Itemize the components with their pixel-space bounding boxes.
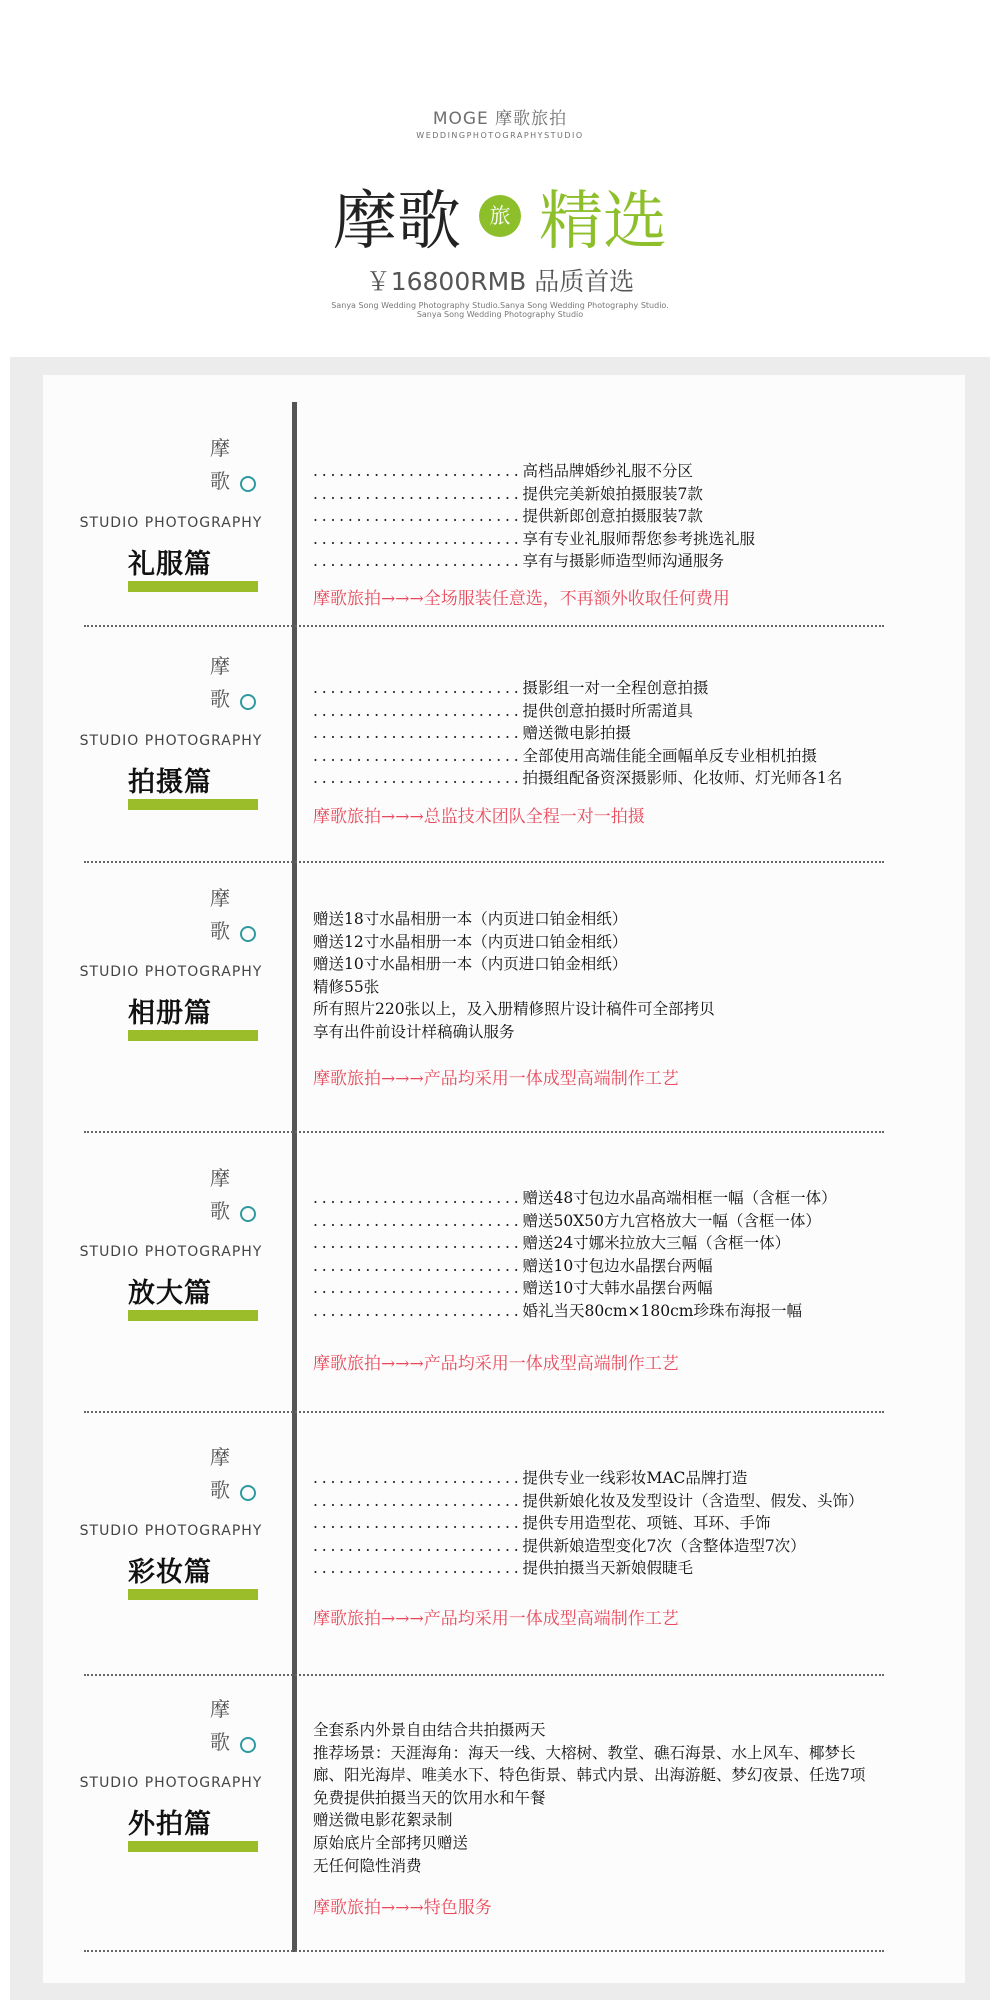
list-item xyxy=(313,1535,863,1558)
item-text: 赠送50X50方九宫格放大一幅（含框一体） xyxy=(522,1211,821,1230)
leader-dots: ........................ xyxy=(313,1514,523,1533)
leader-dots: ........................ xyxy=(313,1189,523,1207)
leader-dots: ........................ xyxy=(313,1469,523,1487)
section-mo: 摩 xyxy=(210,1445,230,1469)
tagline-line-2: Sanya Song Wedding Photography Studio xyxy=(416,310,584,319)
ring-icon xyxy=(240,1206,256,1222)
ring-icon xyxy=(240,476,256,492)
section-ge: 歌 xyxy=(210,687,230,711)
section-items xyxy=(313,1467,863,1580)
list-item xyxy=(313,1300,837,1323)
section-english-label: STUDIO PHOTOGRAPHY xyxy=(79,1523,263,1539)
leader-dots: ........................ xyxy=(313,679,523,697)
leader-dots: ........................ xyxy=(313,1279,523,1298)
section-divider xyxy=(84,1411,884,1413)
item-text: 提供创意拍摄时所需道具 xyxy=(522,701,693,720)
list-item xyxy=(313,505,755,528)
list-item xyxy=(313,1255,837,1278)
leader-dots: ........................ xyxy=(313,507,523,526)
section-accent-bar xyxy=(128,1310,258,1321)
section-title: 彩妆篇 xyxy=(128,1557,212,1588)
item-text: 高档品牌婚纱礼服不分区 xyxy=(522,462,693,480)
list-item xyxy=(313,1210,837,1233)
list-item xyxy=(313,550,755,573)
list-item: 赠送微电影花絮录制 xyxy=(313,1811,453,1830)
section-divider xyxy=(84,625,884,627)
item-text: 提供完美新娘拍摄服装7款 xyxy=(522,484,703,503)
section-items xyxy=(313,908,715,1044)
list-item xyxy=(313,677,842,700)
section-title: 拍摄篇 xyxy=(128,767,212,798)
list-item xyxy=(313,483,755,506)
section-english-label: STUDIO PHOTOGRAPHY xyxy=(79,1775,263,1791)
section-highlight: 摩歌旅拍→→→产品均采用一体成型高端制作工艺 xyxy=(313,1609,679,1629)
section-items xyxy=(313,677,842,790)
section-highlight: 摩歌旅拍→→→全场服装任意选，不再额外收取任何费用 xyxy=(313,589,730,609)
item-text: 提供新郎创意拍摄服装7款 xyxy=(522,507,703,526)
list-item: 享有出件前设计样稿确认服务 xyxy=(313,1022,515,1041)
list-item xyxy=(313,1512,863,1535)
list-item xyxy=(313,528,755,551)
ring-icon xyxy=(240,1485,256,1501)
leader-dots: ........................ xyxy=(313,1234,523,1253)
item-text: 赠送10寸包边水晶摆台两幅 xyxy=(522,1256,713,1275)
item-text: 享有专业礼服师帮您参考挑选礼服 xyxy=(522,529,755,548)
list-item: 免费提供拍摄当天的饮用水和午餐 xyxy=(313,1788,546,1807)
item-text: 摄影组一对一全程创意拍摄 xyxy=(522,679,709,697)
section-mo: 摩 xyxy=(210,436,230,460)
section-mo: 摩 xyxy=(210,1697,230,1721)
list-item xyxy=(313,1490,863,1513)
section-divider xyxy=(84,861,884,863)
section-ge: 歌 xyxy=(210,1199,230,1223)
price-line: ￥16800RMB 品质首选 xyxy=(365,267,635,296)
section-title: 礼服篇 xyxy=(128,549,212,580)
leader-dots: ........................ xyxy=(313,484,523,503)
item-text: 赠送10寸大韩水晶摆台两幅 xyxy=(522,1279,713,1298)
section-mo: 摩 xyxy=(210,1166,230,1190)
list-item xyxy=(313,1277,837,1300)
section-mo: 摩 xyxy=(210,654,230,678)
list-item xyxy=(313,1232,837,1255)
section-accent-bar xyxy=(128,1030,258,1041)
section-mo: 摩 xyxy=(210,886,230,910)
section-divider xyxy=(84,1674,884,1676)
section-ge: 歌 xyxy=(210,1478,230,1502)
leader-dots: ........................ xyxy=(313,529,523,548)
section-ge: 歌 xyxy=(210,1730,230,1754)
list-item xyxy=(313,1467,863,1490)
leader-dots: ........................ xyxy=(313,1536,523,1555)
item-text: 婚礼当天80cm×180cm珍珠布海报一幅 xyxy=(522,1301,803,1320)
timeline-line xyxy=(292,402,297,1952)
list-item xyxy=(313,722,842,745)
studio-logo xyxy=(0,104,1000,140)
list-item xyxy=(313,767,842,790)
item-text: 提供专用造型花、项链、耳环、手饰 xyxy=(522,1514,771,1533)
list-item: 赠送18寸水晶相册一本（内页进口铂金相纸） xyxy=(313,910,628,928)
section-highlight: 摩歌旅拍→→→特色服务 xyxy=(313,1898,492,1918)
section-english-label: STUDIO PHOTOGRAPHY xyxy=(79,1244,263,1260)
title-badge: 旅 xyxy=(479,195,521,237)
list-item: 全套系内外景自由结合共拍摄两天 xyxy=(313,1721,546,1739)
section-ge: 歌 xyxy=(210,469,230,493)
section-highlight: 摩歌旅拍→→→产品均采用一体成型高端制作工艺 xyxy=(313,1354,679,1374)
section-ge: 歌 xyxy=(210,919,230,943)
section-items xyxy=(313,1187,837,1323)
section-english-label: STUDIO PHOTOGRAPHY xyxy=(79,964,263,980)
item-text: 拍摄组配备资深摄影师、化妆师、灯光师各1名 xyxy=(522,769,843,788)
item-text: 提供新娘化妆及发型设计（含造型、假发、头饰） xyxy=(522,1491,864,1510)
item-text: 提供拍摄当天新娘假睫毛 xyxy=(522,1559,693,1578)
list-item: 赠送10寸水晶相册一本（内页进口铂金相纸） xyxy=(313,955,628,974)
leader-dots: ........................ xyxy=(313,1301,523,1320)
ring-icon xyxy=(240,1737,256,1753)
list-item: 推荐场景：天涯海角：海天一线、大榕树、教堂、礁石海景、水上风车、椰梦长 xyxy=(313,1743,856,1762)
section-title: 外拍篇 xyxy=(128,1809,212,1840)
page-title xyxy=(0,170,1000,262)
leader-dots: ........................ xyxy=(313,1211,523,1230)
list-item xyxy=(313,1557,863,1580)
section-divider xyxy=(84,1950,884,1952)
list-item xyxy=(313,745,842,768)
list-item: 廊、阳光海岸、唯美水下、特色街景、韩式内景、出海游艇、梦幻夜景、任选7项 xyxy=(313,1766,866,1785)
item-text: 赠送24寸娜米拉放大三幅（含框一体） xyxy=(522,1234,791,1253)
leader-dots: ........................ xyxy=(313,701,523,720)
section-items xyxy=(313,460,755,573)
header xyxy=(0,0,1000,355)
leader-dots: ........................ xyxy=(313,1491,523,1510)
section-highlight: 摩歌旅拍→→→产品均采用一体成型高端制作工艺 xyxy=(313,1069,679,1089)
leader-dots: ........................ xyxy=(313,769,523,788)
leader-dots: ........................ xyxy=(313,462,523,480)
list-item: 无任何隐性消费 xyxy=(313,1856,422,1875)
list-item xyxy=(313,460,755,483)
item-text: 享有与摄影师造型师沟通服务 xyxy=(522,552,724,571)
ring-icon xyxy=(240,926,256,942)
leader-dots: ........................ xyxy=(313,724,523,743)
item-text: 全部使用高端佳能全画幅单反专业相机拍摄 xyxy=(522,746,817,765)
list-item: 精修55张 xyxy=(313,977,380,996)
leader-dots: ........................ xyxy=(313,552,523,571)
section-title: 相册篇 xyxy=(128,998,212,1029)
section-title: 放大篇 xyxy=(128,1278,212,1309)
logo-text: MOGE 摩歌旅拍 xyxy=(432,109,568,129)
leader-dots: ........................ xyxy=(313,746,523,765)
section-english-label: STUDIO PHOTOGRAPHY xyxy=(79,733,263,749)
section-accent-bar xyxy=(128,1841,258,1852)
list-item xyxy=(313,700,842,723)
logo-subtext: WEDDINGPHOTOGRAPHYSTUDIO xyxy=(416,131,584,140)
section-highlight: 摩歌旅拍→→→总监技术团队全程一对一拍摄 xyxy=(313,807,645,827)
list-item: 原始底片全部拷贝赠送 xyxy=(313,1833,469,1852)
title-left: 摩歌 xyxy=(333,185,461,259)
section-english-label: STUDIO PHOTOGRAPHY xyxy=(79,515,263,531)
section-accent-bar xyxy=(128,581,258,592)
list-item: 所有照片220张以上，及入册精修照片设计稿件可全部拷贝 xyxy=(313,1000,715,1019)
item-text: 提供专业一线彩妆MAC品牌打造 xyxy=(522,1469,748,1487)
section-accent-bar xyxy=(128,799,258,810)
item-text: 赠送微电影拍摄 xyxy=(522,724,631,743)
title-right: 精选 xyxy=(539,185,667,259)
item-text: 赠送48寸包边水晶高端相框一幅（含框一体） xyxy=(522,1189,837,1207)
tagline-line-1: Sanya Song Wedding Photography Studio.Sanya Song Wedding Photography Studio. xyxy=(331,301,669,310)
ring-icon xyxy=(240,694,256,710)
section-divider xyxy=(84,1131,884,1133)
list-item: 赠送12寸水晶相册一本（内页进口铂金相纸） xyxy=(313,932,628,951)
section-items xyxy=(313,1719,865,1877)
tagline xyxy=(0,301,1000,319)
list-item xyxy=(313,1187,837,1210)
leader-dots: ........................ xyxy=(313,1256,523,1275)
item-text: 提供新娘造型变化7次（含整体造型7次） xyxy=(522,1536,806,1555)
section-accent-bar xyxy=(128,1589,258,1600)
leader-dots: ........................ xyxy=(313,1559,523,1578)
